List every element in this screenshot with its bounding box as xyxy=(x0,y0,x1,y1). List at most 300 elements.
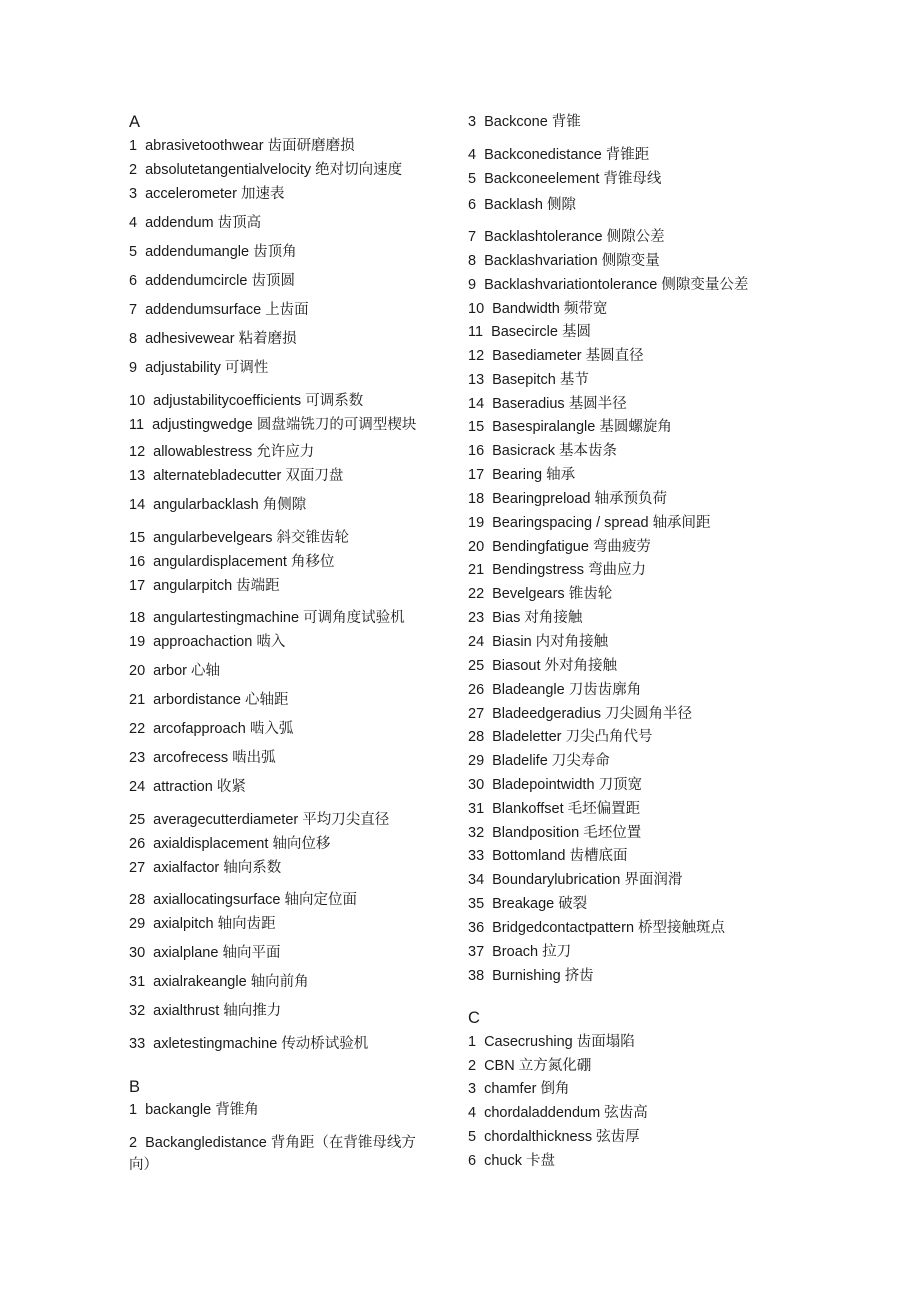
glossary-entry xyxy=(468,824,641,842)
entry-term-chinese: 轴向位移 xyxy=(272,836,331,852)
entry-number: 37 xyxy=(468,944,485,960)
glossary-entry xyxy=(468,776,642,794)
glossary-entry xyxy=(468,1128,640,1146)
glossary-entry xyxy=(129,891,357,909)
glossary-entry xyxy=(129,691,289,709)
entry-number: 10 xyxy=(129,393,146,409)
glossary-entry xyxy=(468,347,644,365)
entry-number: 25 xyxy=(129,812,146,828)
entry-term-chinese: 弦齿高 xyxy=(604,1105,648,1121)
entry-term-chinese: 轴承 xyxy=(546,467,576,483)
entry-term-chinese: 界面润滑 xyxy=(624,872,683,888)
glossary-entry xyxy=(468,418,672,436)
glossary-entry xyxy=(129,243,297,261)
entry-term-chinese: 挤齿 xyxy=(564,968,594,984)
entry-number: 29 xyxy=(129,916,146,932)
entry-number: 35 xyxy=(468,896,485,912)
glossary-entry xyxy=(468,728,653,746)
entry-term-chinese: 啮出弧 xyxy=(232,750,276,766)
entry-term-english: Basecircle xyxy=(491,324,558,340)
glossary-entry xyxy=(468,752,610,770)
glossary-entry xyxy=(468,252,660,270)
entry-number: 31 xyxy=(468,801,485,817)
entry-term-chinese: 刀尖寿命 xyxy=(551,753,610,769)
entry-number: 32 xyxy=(468,825,485,841)
entry-number: 5 xyxy=(468,171,477,187)
entry-term-chinese: 平均刀尖直径 xyxy=(302,812,390,828)
entry-term-chinese: 弯曲应力 xyxy=(588,562,647,578)
entry-term-chinese: 弯曲疲劳 xyxy=(592,539,651,555)
entry-number: 4 xyxy=(129,215,138,231)
glossary-entry xyxy=(129,301,309,319)
entry-term-english: addendumsurface xyxy=(145,302,262,318)
entry-number: 24 xyxy=(129,779,146,795)
entry-term-english: Backcone xyxy=(484,114,548,130)
entry-term-chinese: 基圆螺旋角 xyxy=(599,419,672,435)
entry-number: 1 xyxy=(129,1102,138,1118)
entry-term-english: Bladeedgeradius xyxy=(492,706,601,722)
entry-term-english: abrasivetoothwear xyxy=(145,138,264,154)
entry-term-chinese: 齿槽底面 xyxy=(569,848,628,864)
glossary-entry xyxy=(468,514,711,532)
entry-number: 26 xyxy=(468,682,485,698)
glossary-entry xyxy=(129,662,220,680)
entry-number: 6 xyxy=(468,1153,477,1169)
entry-term-chinese: 背锥角 xyxy=(215,1102,259,1118)
entry-term-english: Bottomland xyxy=(492,848,566,864)
entry-term-chinese: 轴向系数 xyxy=(223,860,282,876)
entry-term-english: Bendingstress xyxy=(492,562,585,578)
entry-term-english: Bevelgears xyxy=(492,586,565,602)
entry-term-chinese: 啮入弧 xyxy=(249,721,294,737)
section-letter-b: B xyxy=(129,1078,141,1096)
entry-number: 13 xyxy=(468,372,485,388)
entry-number: 1 xyxy=(468,1034,477,1050)
entry-number: 11 xyxy=(468,324,484,340)
glossary-entry xyxy=(129,609,405,627)
entry-term-chinese: 刀顶宽 xyxy=(598,777,643,793)
entry-number: 7 xyxy=(468,229,477,245)
entry-term-english: axiallocatingsurface xyxy=(153,892,281,908)
entry-term-chinese: 拉刀 xyxy=(542,944,572,960)
entry-term-chinese: 立方氮化硼 xyxy=(518,1058,592,1074)
entry-term-english: angularbacklash xyxy=(153,497,259,513)
entry-term-english: Broach xyxy=(492,944,539,960)
entry-number: 29 xyxy=(468,753,485,769)
entry-term-chinese: 背角距（在背锥母线方向） xyxy=(129,1135,416,1173)
entry-number: 6 xyxy=(129,273,138,289)
entry-number: 17 xyxy=(129,578,146,594)
entry-term-english: Backconedistance xyxy=(484,147,602,163)
entry-term-chinese: 基圆直径 xyxy=(585,348,644,364)
entry-number: 2 xyxy=(468,1058,477,1074)
entry-term-chinese: 可调角度试验机 xyxy=(303,610,405,626)
entry-term-chinese: 背锥母线 xyxy=(603,171,662,187)
entry-term-chinese: 毛坯位置 xyxy=(583,825,642,841)
entry-number: 12 xyxy=(468,348,485,364)
entry-term-chinese: 斜交锥齿轮 xyxy=(276,530,349,546)
entry-term-chinese: 啮入 xyxy=(256,634,286,650)
glossary-entry xyxy=(468,170,661,188)
entry-number: 3 xyxy=(129,186,138,202)
entry-term-english: chordaladdendum xyxy=(484,1105,601,1121)
glossary-entry xyxy=(129,272,295,290)
entry-term-english: Baseradius xyxy=(492,396,565,412)
entry-term-english: arbordistance xyxy=(153,692,241,708)
entry-number: 17 xyxy=(468,467,485,483)
entry-term-english: Burnishing xyxy=(492,968,561,984)
entry-term-english: CBN xyxy=(484,1058,515,1074)
entry-term-english: Bearing xyxy=(492,467,543,483)
entry-term-chinese: 齿顶圆 xyxy=(251,273,295,289)
entry-number: 3 xyxy=(468,114,477,130)
entry-term-english: axialpitch xyxy=(153,916,214,932)
entry-term-english: angularbevelgears xyxy=(153,530,273,546)
entry-number: 20 xyxy=(129,663,146,679)
entry-number: 16 xyxy=(468,443,485,459)
glossary-entry xyxy=(468,196,576,214)
entry-term-english: adjustability xyxy=(145,360,221,376)
glossary-entry xyxy=(468,490,667,508)
entry-number: 6 xyxy=(468,197,477,213)
entry-term-english: Bendingfatigue xyxy=(492,539,589,555)
glossary-entry xyxy=(468,371,589,389)
entry-number: 16 xyxy=(129,554,146,570)
entry-term-english: Biasout xyxy=(492,658,541,674)
glossary-entry xyxy=(468,681,641,699)
entry-term-chinese: 允许应力 xyxy=(256,444,315,460)
entry-term-english: Blandposition xyxy=(492,825,580,841)
glossary-entry xyxy=(129,137,355,155)
glossary-entry xyxy=(468,1152,555,1170)
entry-number: 19 xyxy=(129,634,146,650)
entry-term-english: Bridgedcontactpattern xyxy=(492,920,635,936)
glossary-entry xyxy=(129,553,334,571)
glossary-entry xyxy=(129,577,280,595)
entry-term-english: chuck xyxy=(484,1153,522,1169)
entry-term-chinese: 锥齿轮 xyxy=(568,586,613,602)
entry-number: 34 xyxy=(468,872,485,888)
glossary-entry xyxy=(129,467,343,485)
glossary-entry xyxy=(468,943,571,961)
entry-term-english: angulardisplacement xyxy=(153,554,287,570)
entry-term-english: allowablestress xyxy=(153,444,253,460)
glossary-entry xyxy=(468,967,594,985)
glossary-entry xyxy=(129,720,293,738)
entry-number: 1 xyxy=(129,138,138,154)
glossary-entry xyxy=(468,871,682,889)
entry-term-english: axialplane xyxy=(153,945,219,961)
entry-term-chinese: 齿顶高 xyxy=(217,215,262,231)
entry-number: 5 xyxy=(468,1129,477,1145)
glossary-entry xyxy=(129,859,281,877)
entry-number: 9 xyxy=(129,360,138,376)
entry-term-english: Backangledistance xyxy=(145,1135,267,1151)
entry-number: 23 xyxy=(468,610,485,626)
entry-number: 26 xyxy=(129,836,146,852)
entry-term-english: axialrakeangle xyxy=(153,974,247,990)
entry-term-chinese: 侧隙 xyxy=(546,197,576,213)
entry-term-english: averagecutterdiameter xyxy=(153,812,299,828)
glossary-entry xyxy=(468,585,612,603)
glossary-entry xyxy=(468,561,646,579)
glossary-entry xyxy=(129,529,349,547)
glossary-entry xyxy=(129,392,363,410)
entry-term-english: Backlash xyxy=(484,197,543,213)
entry-term-chinese: 基节 xyxy=(559,372,589,388)
entry-number: 21 xyxy=(129,692,146,708)
entry-number: 15 xyxy=(129,530,146,546)
entry-term-chinese: 轴承预负荷 xyxy=(594,491,668,507)
entry-term-chinese: 齿端距 xyxy=(236,578,280,594)
entry-term-chinese: 角移位 xyxy=(290,554,335,570)
entry-term-chinese: 破裂 xyxy=(558,896,588,912)
entry-term-english: Bladepointwidth xyxy=(492,777,595,793)
glossary-entry xyxy=(468,895,587,913)
entry-number: 30 xyxy=(468,777,485,793)
entry-number: 5 xyxy=(129,244,138,260)
entry-term-chinese: 刀尖凸角代号 xyxy=(565,729,653,745)
entry-number: 24 xyxy=(468,634,485,650)
glossary-entry xyxy=(468,1080,570,1098)
glossary-entry xyxy=(468,442,617,460)
entry-term-chinese: 齿面研磨磨损 xyxy=(267,138,355,154)
entry-term-chinese: 频带宽 xyxy=(563,301,608,317)
entry-number: 4 xyxy=(468,1105,477,1121)
entry-term-english: Bias xyxy=(492,610,521,626)
glossary-entry xyxy=(468,609,582,627)
entry-term-chinese: 齿面塌陷 xyxy=(576,1034,635,1050)
entry-term-chinese: 绝对切向速度 xyxy=(315,162,403,178)
entry-term-english: axialdisplacement xyxy=(153,836,269,852)
entry-term-english: Bladeangle xyxy=(492,682,565,698)
glossary-entry xyxy=(468,395,627,413)
entry-number: 28 xyxy=(129,892,146,908)
entry-term-chinese: 基圆 xyxy=(561,324,591,340)
entry-number: 19 xyxy=(468,515,485,531)
entry-number: 14 xyxy=(129,497,146,513)
entry-number: 18 xyxy=(468,491,485,507)
glossary-entry xyxy=(468,657,617,675)
glossary-entry xyxy=(129,330,297,348)
entry-term-english: attraction xyxy=(153,779,213,795)
entry-term-chinese: 传动桥试验机 xyxy=(281,1036,369,1052)
glossary-entry xyxy=(468,1033,635,1051)
glossary-entry xyxy=(129,778,246,796)
entry-number: 21 xyxy=(468,562,485,578)
entry-number: 8 xyxy=(129,331,138,347)
glossary-entry xyxy=(468,146,649,164)
glossary-entry xyxy=(129,161,402,179)
glossary-entry xyxy=(468,538,651,556)
entry-term-chinese: 倒角 xyxy=(540,1081,570,1097)
entry-term-chinese: 侧隙变量公差 xyxy=(661,277,749,293)
entry-term-chinese: 刀齿齿廓角 xyxy=(568,682,642,698)
entry-term-english: Bladelife xyxy=(492,753,548,769)
entry-number: 4 xyxy=(468,147,477,163)
entry-number: 8 xyxy=(468,253,477,269)
entry-term-english: Backlashvariation xyxy=(484,253,598,269)
entry-term-chinese: 收紧 xyxy=(216,779,246,795)
entry-number: 36 xyxy=(468,920,485,936)
entry-term-english: alternatebladecutter xyxy=(153,468,282,484)
entry-term-english: arbor xyxy=(153,663,187,679)
entry-term-english: axialthrust xyxy=(153,1003,220,1019)
glossary-entry xyxy=(129,915,276,933)
entry-term-english: absolutetangentialvelocity xyxy=(145,162,312,178)
entry-number: 30 xyxy=(129,945,146,961)
entry-term-chinese: 刀尖圆角半径 xyxy=(605,706,693,722)
entry-term-chinese: 心轴距 xyxy=(245,692,289,708)
entry-term-chinese: 角侧隙 xyxy=(262,497,307,513)
entry-number: 25 xyxy=(468,658,485,674)
entry-term-chinese: 毛坯偏置距 xyxy=(567,801,641,817)
entry-term-chinese: 可调性 xyxy=(224,360,269,376)
glossary-entry xyxy=(129,1132,429,1176)
entry-term-chinese: 基本齿条 xyxy=(559,443,618,459)
entry-term-english: Backlashvariationtolerance xyxy=(484,277,658,293)
entry-term-english: addendumangle xyxy=(145,244,250,260)
glossary-entry xyxy=(468,228,665,246)
glossary-entry xyxy=(129,749,276,767)
entry-term-english: arcofrecess xyxy=(153,750,229,766)
section-letter-a: A xyxy=(129,113,141,131)
glossary-entry xyxy=(468,633,608,651)
entry-term-chinese: 背锥 xyxy=(551,114,581,130)
glossary-entry xyxy=(468,466,575,484)
entry-term-chinese: 卡盘 xyxy=(526,1153,555,1169)
glossary-entry xyxy=(129,811,389,829)
glossary-entry xyxy=(129,359,268,377)
entry-number: 22 xyxy=(468,586,485,602)
entry-number: 11 xyxy=(129,417,145,433)
entry-term-chinese: 轴向定位面 xyxy=(284,892,358,908)
entry-term-chinese: 上齿面 xyxy=(265,302,309,318)
entry-term-chinese: 加速表 xyxy=(240,186,285,202)
glossary-entry xyxy=(129,416,416,434)
entry-number: 22 xyxy=(129,721,146,737)
entry-term-chinese: 弦齿厚 xyxy=(596,1129,640,1145)
entry-term-english: adjustingwedge xyxy=(152,417,253,433)
entry-term-english: Basepitch xyxy=(492,372,556,388)
glossary-entry xyxy=(129,496,306,514)
entry-term-chinese: 粘着磨损 xyxy=(238,331,297,347)
entry-number: 2 xyxy=(129,162,138,178)
entry-term-english: Backconeelement xyxy=(484,171,600,187)
glossary-entry xyxy=(129,944,280,962)
entry-term-english: Biasin xyxy=(492,634,532,650)
entry-number: 27 xyxy=(468,706,485,722)
entry-term-english: accelerometer xyxy=(145,186,237,202)
entry-term-english: Breakage xyxy=(492,896,555,912)
entry-term-english: approachaction xyxy=(153,634,253,650)
entry-term-english: Basespiralangle xyxy=(492,419,596,435)
entry-term-chinese: 轴向齿距 xyxy=(217,916,276,932)
entry-term-chinese: 基圆半径 xyxy=(568,396,627,412)
entry-number: 2 xyxy=(129,1135,138,1151)
entry-number: 20 xyxy=(468,539,485,555)
glossary-entry xyxy=(129,1101,259,1119)
glossary-entry xyxy=(468,919,725,937)
glossary-entry xyxy=(129,835,330,853)
glossary-entry xyxy=(468,300,607,318)
entry-term-english: Basediameter xyxy=(492,348,582,364)
entry-term-english: angularpitch xyxy=(153,578,233,594)
entry-term-chinese: 外对角接触 xyxy=(544,658,618,674)
glossary-entry xyxy=(468,1104,648,1122)
entry-number: 9 xyxy=(468,277,477,293)
entry-term-english: angulartestingmachine xyxy=(153,610,300,626)
entry-term-english: Bladeletter xyxy=(492,729,562,745)
entry-term-english: Bandwidth xyxy=(492,301,560,317)
entry-term-english: backangle xyxy=(145,1102,212,1118)
glossary-entry xyxy=(129,973,309,991)
entry-term-english: axialfactor xyxy=(153,860,220,876)
entry-number: 32 xyxy=(129,1003,146,1019)
entry-number: 10 xyxy=(468,301,485,317)
entry-term-chinese: 背锥距 xyxy=(605,147,650,163)
entry-term-english: adhesivewear xyxy=(145,331,235,347)
entry-term-english: Boundarylubrication xyxy=(492,872,621,888)
entry-number: 12 xyxy=(129,444,146,460)
glossary-entry xyxy=(468,276,748,294)
entry-number: 15 xyxy=(468,419,485,435)
entry-number: 28 xyxy=(468,729,485,745)
entry-number: 38 xyxy=(468,968,485,984)
entry-number: 14 xyxy=(468,396,485,412)
entry-number: 3 xyxy=(468,1081,477,1097)
entry-term-english: arcofapproach xyxy=(153,721,246,737)
entry-number: 33 xyxy=(468,848,485,864)
entry-term-english: addendumcircle xyxy=(145,273,248,289)
glossary-entry xyxy=(129,1002,281,1020)
entry-term-english: chordalthickness xyxy=(484,1129,593,1145)
entry-term-chinese: 对角接触 xyxy=(524,610,583,626)
glossary-entry xyxy=(468,113,581,131)
entry-number: 7 xyxy=(129,302,138,318)
entry-term-chinese: 轴向平面 xyxy=(222,945,281,961)
entry-term-english: Bearingpreload xyxy=(492,491,591,507)
entry-term-english: adjustabilitycoefficients xyxy=(153,393,302,409)
entry-term-english: Bearingspacing / spread xyxy=(492,515,649,531)
glossary-entry xyxy=(468,705,692,723)
entry-term-english: Blankoffset xyxy=(492,801,564,817)
entry-term-chinese: 侧隙变量 xyxy=(601,253,660,269)
glossary-entry xyxy=(468,1057,591,1075)
entry-term-chinese: 双面刀盘 xyxy=(285,468,344,484)
entry-term-chinese: 心轴 xyxy=(191,663,221,679)
entry-number: 13 xyxy=(129,468,146,484)
glossary-entry xyxy=(468,847,628,865)
entry-term-english: Casecrushing xyxy=(484,1034,573,1050)
entry-term-english: Backlashtolerance xyxy=(484,229,603,245)
entry-term-english: Basicrack xyxy=(492,443,555,459)
entry-term-chinese: 内对角接触 xyxy=(535,634,609,650)
entry-term-chinese: 可调系数 xyxy=(305,393,364,409)
entry-number: 23 xyxy=(129,750,146,766)
entry-number: 33 xyxy=(129,1036,146,1052)
section-letter-c: C xyxy=(468,1009,480,1027)
entry-term-chinese: 轴承间距 xyxy=(652,515,711,531)
entry-number: 18 xyxy=(129,610,146,626)
entry-term-chinese: 侧隙公差 xyxy=(606,229,665,245)
glossary-entry xyxy=(129,633,285,651)
entry-term-chinese: 圆盘端铣刀的可调型楔块 xyxy=(256,417,417,433)
entry-term-chinese: 齿顶角 xyxy=(253,244,297,260)
glossary-entry xyxy=(129,214,261,232)
glossary-entry xyxy=(129,1035,368,1053)
entry-number: 31 xyxy=(129,974,146,990)
